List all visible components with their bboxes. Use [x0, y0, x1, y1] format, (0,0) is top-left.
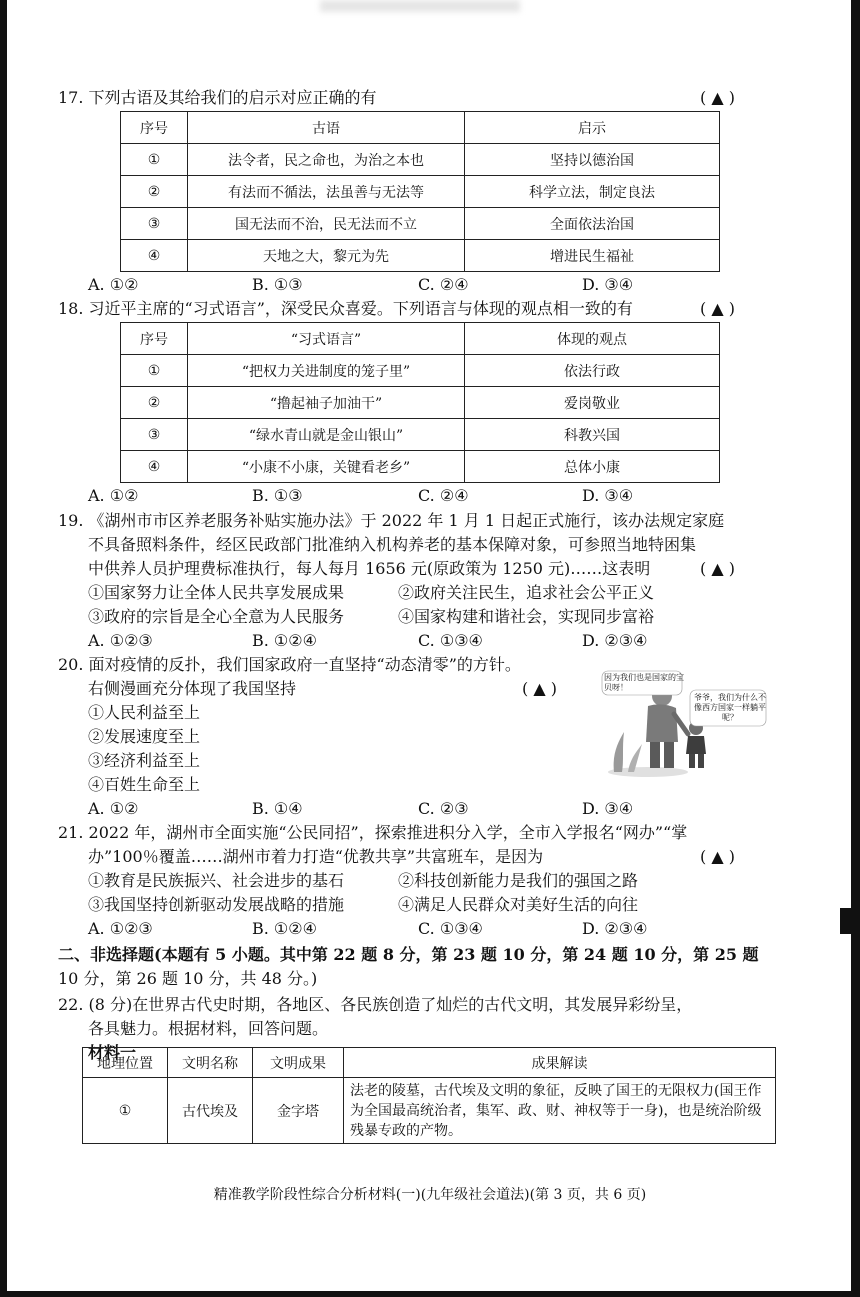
q21-option-d[interactable]: D. ②③④	[582, 919, 648, 938]
q19-item-4: ④国家构建和谐社会，实现同步富裕	[398, 607, 655, 626]
table-cell: 依法行政	[465, 355, 720, 387]
table-header: 古语	[188, 112, 465, 144]
q21-answer-mark: ( ▲ )	[700, 847, 735, 866]
q18-option-a[interactable]: A. ①②	[88, 486, 139, 505]
table-cell: 科教兴国	[465, 419, 720, 451]
scan-border-left	[0, 0, 7, 1297]
table-header: 地理位置	[83, 1048, 168, 1078]
q20-option-b[interactable]: B. ①④	[252, 799, 303, 818]
table-row	[121, 387, 720, 419]
q21-stem-line-2: 办”100％覆盖……湖州市着力打造“优教共享”共富班车，是因为	[88, 847, 544, 866]
q17-option-a[interactable]: A. ①②	[88, 275, 139, 294]
table-cell: “绿水青山就是金山银山”	[188, 419, 465, 451]
q19-option-b[interactable]: B. ①②④	[252, 631, 317, 650]
q21-item-4: ④满足人民群众对美好生活的向往	[398, 895, 639, 914]
q20-stem-line-2: 右侧漫画充分体现了我国坚持	[88, 679, 297, 698]
table-cell: ④	[121, 451, 188, 483]
q21-option-b[interactable]: B. ①②④	[252, 919, 317, 938]
table-header: 序号	[121, 112, 188, 144]
q19-item-2: ②政府关注民生，追求社会公平正义	[398, 583, 655, 602]
q21-item-3: ③我国坚持创新驱动发展战略的措施	[88, 895, 345, 914]
material-label: 材料一	[88, 1043, 137, 1062]
q21-item-1: ①教育是民族振兴、社会进步的基石	[88, 871, 345, 890]
q21-option-a[interactable]: A. ①②③	[88, 919, 153, 938]
q17-table	[120, 111, 720, 272]
q20-item-2: ②发展速度至上	[88, 727, 201, 746]
q20-item-4: ④百姓生命至上	[88, 775, 201, 794]
q17-answer-mark: ( ▲ )	[700, 88, 735, 107]
table-header: 成果解读	[344, 1048, 776, 1078]
table-cell: 天地之大，黎元为先	[188, 240, 465, 272]
table-cell: ②	[121, 387, 188, 419]
table-row	[121, 176, 720, 208]
comic-speech-child: 爷爷，我们为什么不像西方国家一样躺平呢？	[694, 693, 766, 722]
q22-material-table	[82, 1047, 776, 1144]
table-cell: ②	[121, 176, 188, 208]
q20-option-d[interactable]: D. ③④	[582, 799, 634, 818]
table-header: 文明成果	[253, 1048, 344, 1078]
q19-answer-mark: ( ▲ )	[700, 559, 735, 578]
q21-item-2: ②科技创新能力是我们的强国之路	[398, 871, 639, 890]
q21-stem-line-1: 21. 2022 年，湖州市全面实施“公民同招”，探索推进积分入学，全市入学报名“网办”“掌	[58, 823, 688, 842]
table-header: 文明名称	[168, 1048, 253, 1078]
table-cell: “撸起袖子加油干”	[188, 387, 465, 419]
q20-option-a[interactable]: A. ①②	[88, 799, 139, 818]
table-cell: 有法而不循法，法虽善与无法等	[188, 176, 465, 208]
table-cell: 坚持以德治国	[465, 144, 720, 176]
table-header: 启示	[465, 112, 720, 144]
q19-stem-line-2: 不具备照料条件，经区民政部门批准纳入机构养老的基本保障对象，可参照当地特困集	[88, 535, 697, 554]
table-cell: 总体小康	[465, 451, 720, 483]
table-row	[121, 144, 720, 176]
table-cell: ③	[121, 208, 188, 240]
q21-option-c[interactable]: C. ①③④	[418, 919, 483, 938]
q17-option-d[interactable]: D. ③④	[582, 275, 634, 294]
q17-stem: 17. 下列古语及其给我们的启示对应正确的有	[58, 88, 377, 107]
table-cell: 科学立法，制定良法	[465, 176, 720, 208]
table-row	[121, 240, 720, 272]
table-cell: ④	[121, 240, 188, 272]
q19-option-c[interactable]: C. ①③④	[418, 631, 483, 650]
scan-border-bottom	[0, 1291, 860, 1297]
q19-stem-line-1: 19. 《湖州市市区养老服务补贴实施办法》于 2022 年 1 月 1 日起正式施行，该办法规定家庭	[58, 511, 725, 530]
table-cell: ①	[121, 144, 188, 176]
table-cell: 爱岗敬业	[465, 387, 720, 419]
q22-stem-line-2: 各具魅力。根据材料，回答问题。	[88, 1019, 329, 1038]
table-cell: ①	[121, 355, 188, 387]
q17-option-b[interactable]: B. ①③	[252, 275, 303, 294]
q17-option-c[interactable]: C. ②④	[418, 275, 469, 294]
table-header: 体现的观点	[465, 323, 720, 355]
q19-item-1: ①国家努力让全体人民共享发展成果	[88, 583, 345, 602]
table-cell: 法老的陵墓，古代埃及文明的象征，反映了国王的无限权力(国王作为全国最高统治者，集军、政、财、神权等于一身)，也是统治阶级残暴专政的产物。	[344, 1078, 776, 1144]
scan-smudge	[320, 0, 520, 12]
q18-table	[120, 322, 720, 483]
table-cell: “小康不小康，关键看老乡”	[188, 451, 465, 483]
q18-option-b[interactable]: B. ①③	[252, 486, 303, 505]
table-cell: 全面依法治国	[465, 208, 720, 240]
section-heading-line-1: 二、非选择题(本题有 5 小题。其中第 22 题 8 分，第 23 题 10 分，第 24 题 10 分，第 25 题	[58, 945, 759, 964]
q20-item-1: ①人民利益至上	[88, 703, 201, 722]
q20-stem-line-1: 20. 面对疫情的反扑，我们国家政府一直坚持“动态清零”的方针。	[58, 655, 521, 674]
q18-option-c[interactable]: C. ②④	[418, 486, 469, 505]
table-row	[121, 208, 720, 240]
q19-item-3: ③政府的宗旨是全心全意为人民服务	[88, 607, 345, 626]
scan-border-right	[851, 0, 860, 1297]
table-cell: 法令者，民之命也，为治之本也	[188, 144, 465, 176]
table-header: 序号	[121, 323, 188, 355]
q19-option-a[interactable]: A. ①②③	[88, 631, 153, 650]
q18-stem: 18. 习近平主席的“习式语言”，深受民众喜爱。下列语言与体现的观点相一致的有	[58, 299, 633, 318]
table-cell: “把权力关进制度的笼子里”	[188, 355, 465, 387]
binding-mark	[840, 908, 860, 934]
q20-option-c[interactable]: C. ②③	[418, 799, 469, 818]
q19-stem-line-3: 中供养人员护理费标准执行，每人每月 1656 元(原政策为 1250 元)……这表明	[88, 559, 651, 578]
table-row	[121, 355, 720, 387]
table-cell: 金字塔	[253, 1078, 344, 1144]
q20-answer-mark: ( ▲ )	[522, 679, 557, 698]
q18-answer-mark: ( ▲ )	[700, 299, 735, 318]
table-cell: 国无法而不治，民无法而不立	[188, 208, 465, 240]
q22-stem-line-1: 22. (8 分)在世界古代史时期，各地区、各民族创造了灿烂的古代文明，其发展异彩纷呈，	[58, 995, 693, 1014]
table-cell: 古代埃及	[168, 1078, 253, 1144]
comic-speech-grandfather: 因为我们也是国家的宝贝呀！	[604, 673, 684, 692]
table-row	[121, 451, 720, 483]
q19-option-d[interactable]: D. ②③④	[582, 631, 648, 650]
page-footer: 精准教学阶段性综合分析材料(一)(九年级社会道法)(第 3 页，共 6 页)	[213, 1187, 647, 1203]
table-row	[121, 419, 720, 451]
table-row	[83, 1078, 776, 1144]
q18-option-d[interactable]: D. ③④	[582, 486, 634, 505]
table-header: “习式语言”	[188, 323, 465, 355]
table-cell: ①	[83, 1078, 168, 1144]
section-heading-line-2: 10 分，第 26 题 10 分，共 48 分。)	[58, 969, 318, 988]
q20-item-3: ③经济利益至上	[88, 751, 201, 770]
table-cell: ③	[121, 419, 188, 451]
table-cell: 增进民生福祉	[465, 240, 720, 272]
